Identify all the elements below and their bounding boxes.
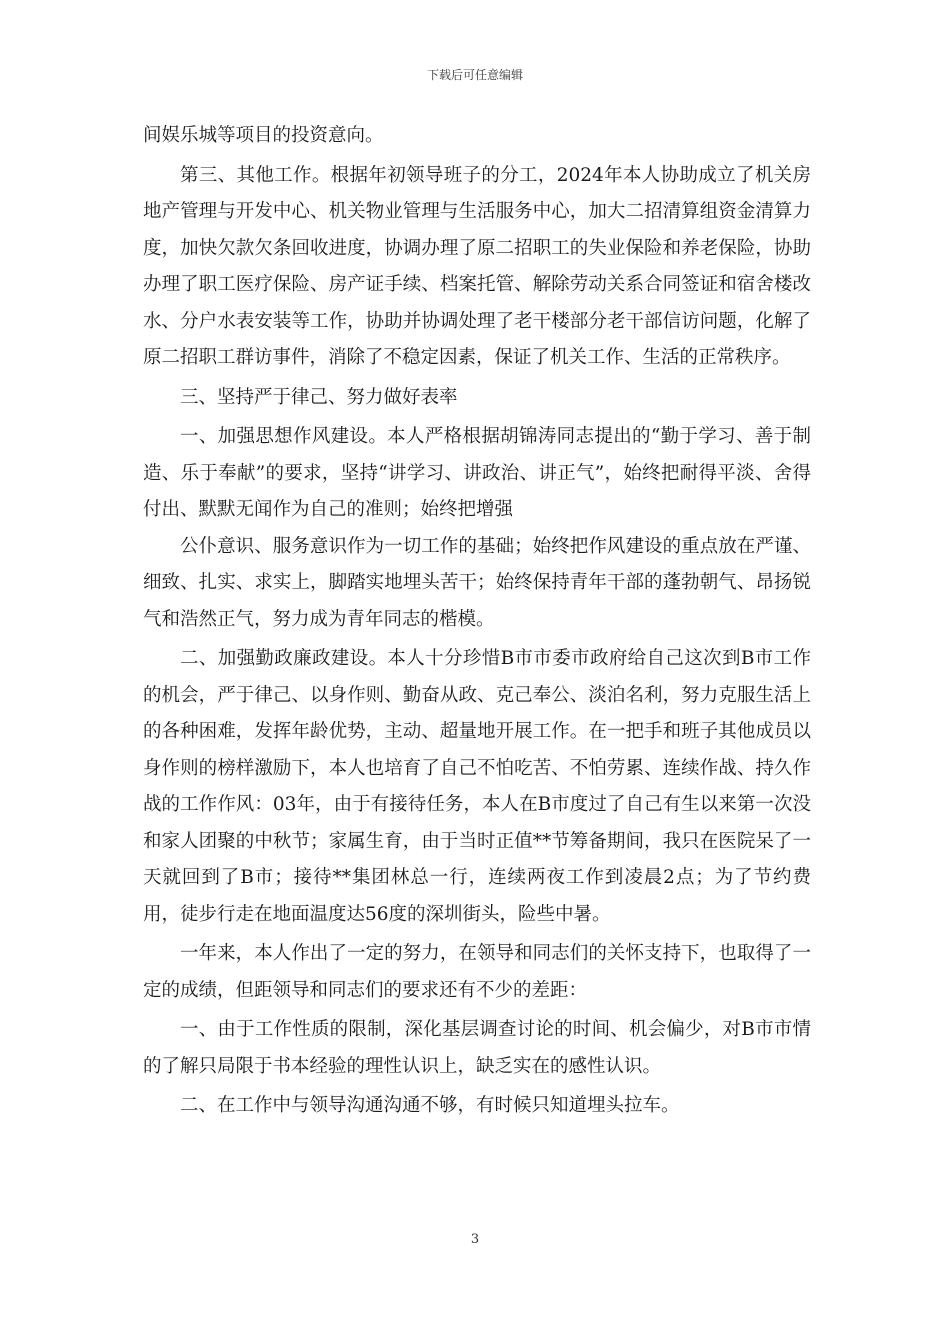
paragraph-4: 公仆意识、服务意识作为一切工作的基础；始终把作风建设的重点放在严谨、细致、扎实、求实上，脚踏实地埋头苦干；始终保持青年干部的蓬勃朝气、昂扬锐气和浩然正气，努力成为青年同志的楷模。 (143, 535, 811, 630)
paragraph-3: 一、加强思想作风建设。本人严格根据胡锦涛同志提出的“勤于学习、善于制造、乐于奉献”的要求，坚持“讲学习、讲政治、讲正气”，始终把耐得平淡、舍得付出、默默无闻作为自己的准则；始终把增强 (143, 426, 811, 520)
paragraph-8: 二、在工作中与领导沟通沟通不够，有时候只知道埋头拉车。 (180, 1095, 680, 1116)
page-number: 3 (470, 1232, 480, 1247)
document-body (143, 118, 811, 1125)
paragraph-6: 一年来，本人作出了一定的努力，在领导和同志们的关怀支持下，也取得了一定的成绩，但距领导和同志们的要求还有不少的差距： (143, 943, 811, 1001)
paragraph-5: 二、加强勤政廉政建设。本人十分珍惜B市市委市政府给自己这次到B市工作的机会，严于律己、以身作则、勤奋从政、克己奉公、淡泊名利，努力克服生活上的各种困难，发挥年龄优势，主动、超量地开展工作。在一把手和班子其他成员以身作则的榜样激励下，本人也培育了自己不怕吃苦、不怕劳累、连续作战、持久作战的工作作风：03年，由于有接待任务，本人在B市度过了自己有生以来第一次没和家人团聚的中秋节；家属生育，由于当时正值**节筹备期间，我只在医院呆了一天就回到了B市；接待**集团林总一行，连续两夜工作到凌晨2点；为了节约费用，徒步行走在地面温度达56度的深圳街头，险些中暑。 (143, 648, 811, 925)
paragraph-1: 间娱乐城等项目的投资意向。 (143, 125, 384, 146)
paragraph-2: 第三、其他工作。根据年初领导班子的分工，2024年本人协助成立了机关房地产管理与开发中心、机关物业管理与生活服务中心，加大二招清算组资金清算力度，加快欠款欠条回收进度，协调办理了原二招职工的失业保险和养老保险，协助办理了职工医疗保险、房产证手续、档案托管、解除劳动关系合同签证和宿舍楼改水、分户水表安装等工作，协助并协调处理了老干楼部分老干部信访问题，化解了原二招职工群访事件，消除了不稳定因素，保证了机关工作、生活的正常秩序。 (143, 164, 811, 368)
paragraph-7: 一、由于工作性质的限制，深化基层调查讨论的时间、机会偏少，对B市市情的了解只局限于书本经验的理性认识上，缺乏实在的感性认识。 (143, 1019, 811, 1077)
page-header: 下载后可任意编辑 (426, 68, 523, 82)
section-heading: 三、坚持严于律己、努力做好表率 (180, 386, 458, 408)
